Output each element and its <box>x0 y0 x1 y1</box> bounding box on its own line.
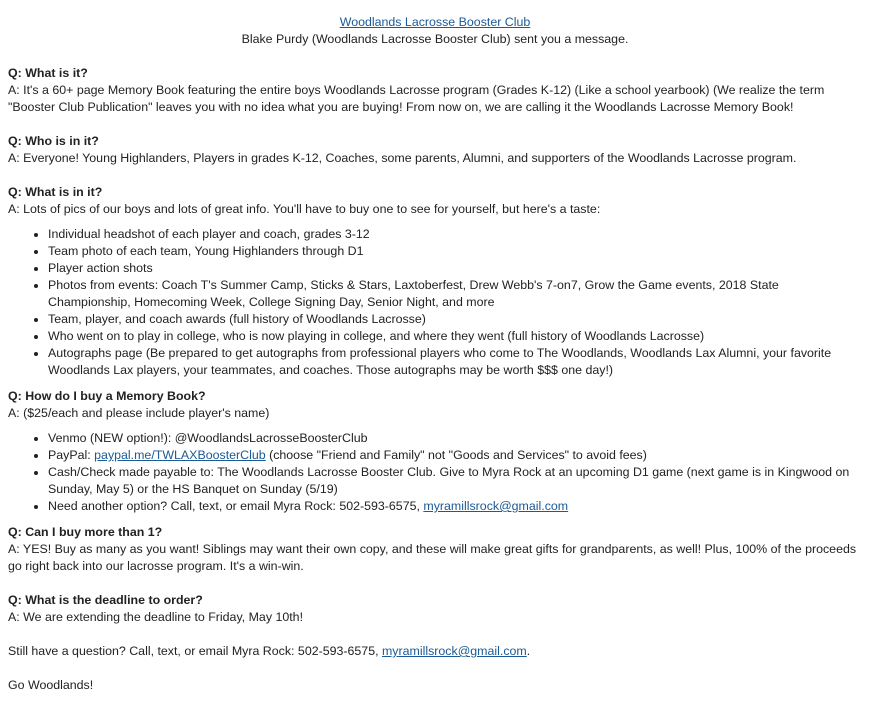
question: Q: What is the deadline to order? <box>8 593 203 607</box>
faq-buy-more <box>8 524 862 575</box>
answer: A: YES! Buy as many as you want! Siblings may want their own copy, and these will make great gifts for grandparents, as well! Plus, 100% of the proceeds go right back into our lacrosse program. It's a win-win. <box>8 542 857 573</box>
contents-list <box>8 226 862 379</box>
question: Q: How do I buy a Memory Book? <box>8 389 206 403</box>
question: Q: Who is in it? <box>8 134 99 148</box>
email-link[interactable]: myramillsrock@gmail.com <box>423 499 569 513</box>
check-option: • Cash/Check made payable to: The Woodlands Lacrosse Booster Club. Give to Myra Rock at an upcoming D1 game (next game is in Kingwood on Sunday, May 5) or the HS Banquet on Sunday (5/19) <box>48 464 862 498</box>
paypal-note: (choose "Friend and Family" not "Goods and Services" to avoid fees) <box>265 448 647 462</box>
faq-what-is-it <box>8 65 862 116</box>
faq-who-is-in-it <box>8 133 862 167</box>
paypal-option <box>48 447 862 464</box>
other-option-text: Need another option? Call, text, or email Myra Rock: 502-593-6575, <box>48 499 424 513</box>
email-header <box>8 14 862 48</box>
answer: A: It's a 60+ page Memory Book featuring the entire boys Woodlands Lacrosse program (Grades K-12) (Like a school yearbook) (We realize the term "Booster Club Publication" leaves you with no idea what you are buying! From now on, we are calling it the Woodlands Lacrosse Memory Book! <box>8 83 825 114</box>
contact-email-link[interactable]: myramillsrock@gmail.com <box>381 644 527 658</box>
contact-period: . <box>526 644 531 658</box>
question: Q: What is it? <box>8 66 88 80</box>
contact-text: Still have a question? Call, text, or email Myra Rock: 502-593-6575, <box>8 644 382 658</box>
sender-line: Blake Purdy (Woodlands Lacrosse Booster Club) sent you a message. <box>241 32 629 46</box>
answer: A: We are extending the deadline to Friday, May 10th! <box>8 610 304 624</box>
signoff: Go Woodlands! <box>8 678 94 692</box>
club-link[interactable]: Woodlands Lacrosse Booster Club <box>339 15 531 29</box>
venmo-option: • Venmo (NEW option!): @WoodlandsLacrosseBoosterClub <box>48 430 862 447</box>
other-option <box>48 498 862 515</box>
faq-what-is-in-it <box>8 184 862 379</box>
list-item: • Team, player, and coach awards (full history of Woodlands Lacrosse) <box>48 311 862 328</box>
list-item: • Autographs page (Be prepared to get autographs from professional players who come to The Woodlands, Woodlands Lax Alumni, your favorite Woodlands Lax players, your teammates, and coaches. Those autographs may be worth $$$ one day!) <box>48 345 862 379</box>
list-item: • Player action shots <box>48 260 862 277</box>
answer: A: ($25/each and please include player's name) <box>8 406 270 420</box>
payment-options-list <box>8 430 862 515</box>
answer: A: Lots of pics of our boys and lots of great info. You'll have to buy one to see for yourself, but here's a taste: <box>8 202 601 216</box>
contact-paragraph <box>8 643 862 660</box>
paypal-label: PayPal: <box>48 448 95 462</box>
paypal-link[interactable]: paypal.me/TWLAXBoosterClub <box>94 448 266 462</box>
question: Q: What is in it? <box>8 185 103 199</box>
list-item: • Who went on to play in college, who is now playing in college, and where they went (full history of Woodlands Lacrosse) <box>48 328 862 345</box>
question: Q: Can I buy more than 1? <box>8 525 163 539</box>
list-item: • Individual headshot of each player and coach, grades 3-12 <box>48 226 862 243</box>
answer: A: Everyone! Young Highlanders, Players in grades K-12, Coaches, some parents, Alumni, and supporters of the Woodlands Lacrosse program. <box>8 151 797 165</box>
faq-deadline <box>8 592 862 626</box>
list-item: • Photos from events: Coach T's Summer Camp, Sticks & Stars, Laxtoberfest, Drew Webb's 7-on7, Grow the Game events, 2018 State Championship, Homecoming Week, College Signing Day, Senior Night, and more <box>48 277 862 311</box>
faq-how-to-buy <box>8 388 862 515</box>
list-item: • Team photo of each team, Young Highlanders through D1 <box>48 243 862 260</box>
